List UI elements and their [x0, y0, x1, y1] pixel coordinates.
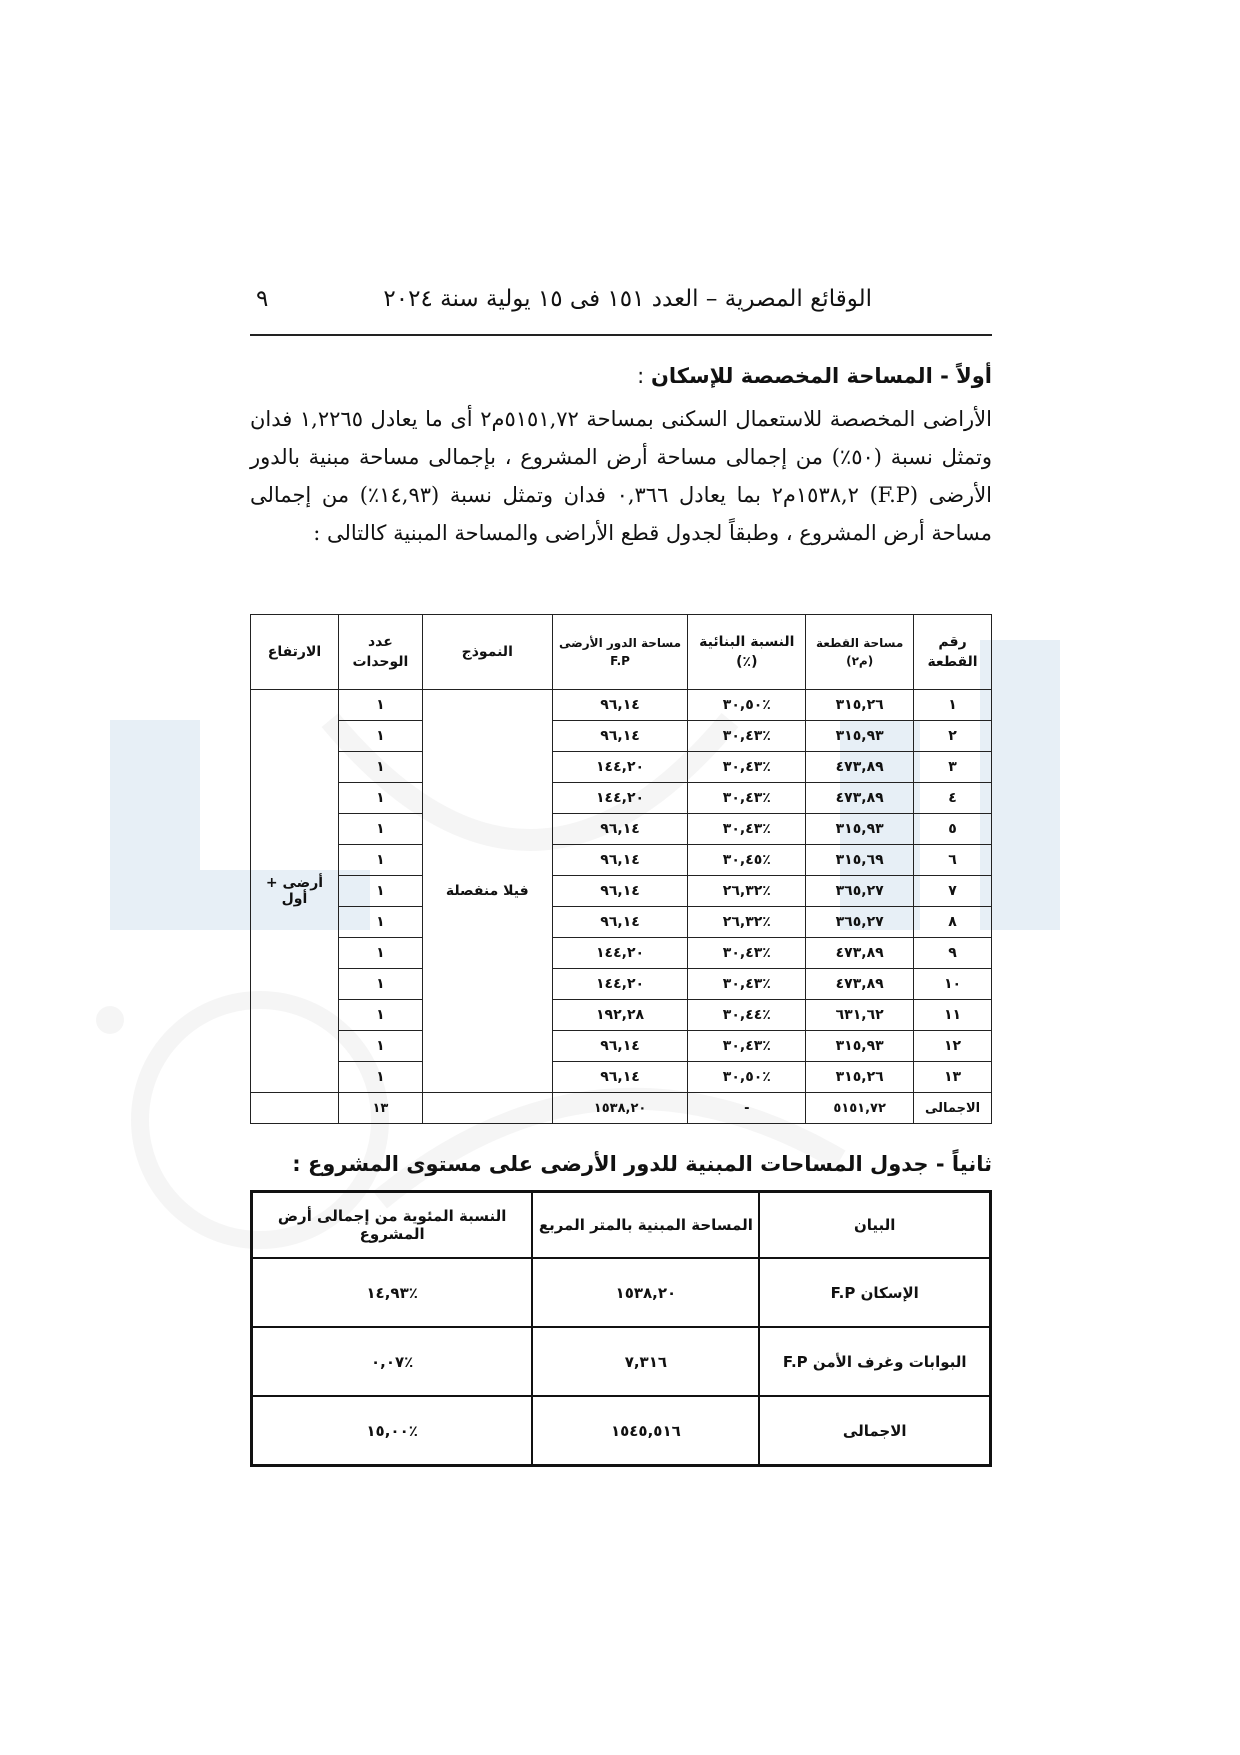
- cell-units: ١: [338, 690, 422, 721]
- cell-fp: ١٤٤,٢٠: [552, 969, 688, 1000]
- cell-units: ١: [338, 969, 422, 1000]
- cell-item: الإسكان F.P: [759, 1258, 990, 1327]
- cell-fp: ١٤٤,٢٠: [552, 783, 688, 814]
- cell-total-units: ١٣: [338, 1093, 422, 1124]
- cell-fp: ٩٦,١٤: [552, 721, 688, 752]
- cell-total-ratio: -: [688, 1093, 806, 1124]
- table-total-row: [251, 1093, 992, 1124]
- cell-model: فيلا منفصلة: [422, 690, 552, 1093]
- table-row: [251, 1031, 992, 1062]
- col-percent: النسبة المئوية من إجمالى أرض المشروع: [252, 1192, 533, 1259]
- cell-total-height: [251, 1093, 339, 1124]
- section1-paragraph: الأراضى المخصصة للاستعمال السكنى بمساحة ٥١٥١,٧٢م٢ أى ما يعادل ١,٢٢٦٥ فدان وتمثل نسبة (٥٠٪) من إجمالى مساحة أرض المشروع ، بإجمالى مساحة مبنية بالدور الأرضى (F.P) ١٥٣٨,٢م٢ بما يعادل ٠,٣٦٦ فدان وتمثل نسبة (١٤,٩٣٪) من إجمالى مساحة أرض المشروع ، وطبقاً لجدول قطع الأراضى والمساحة المبنية كالتالى :: [250, 407, 993, 545]
- table-row: [252, 1396, 991, 1466]
- cell-fp: ٩٦,١٤: [552, 845, 688, 876]
- cell-plot-area: ٣١٥,٦٩: [806, 845, 914, 876]
- cell-coverage: ٪٣٠,٤٥: [688, 845, 806, 876]
- cell-units: ١: [338, 876, 422, 907]
- col-units: عدد الوحدات: [338, 615, 422, 690]
- cell-plot-area: ٣١٥,٩٣: [806, 1031, 914, 1062]
- cell-coverage: ٪٣٠,٤٣: [688, 721, 806, 752]
- cell-fp: ٩٦,١٤: [552, 1031, 688, 1062]
- col-height: الارتفاع: [251, 615, 339, 690]
- section1-heading: [637, 364, 992, 388]
- table-row: [251, 938, 992, 969]
- cell-plot-area: ٣١٥,٢٦: [806, 690, 914, 721]
- cell-coverage: ٪٣٠,٤٣: [688, 783, 806, 814]
- table-row: [252, 1327, 991, 1396]
- cell-coverage: ٪٣٠,٤٣: [688, 1031, 806, 1062]
- cell-units: ١: [338, 907, 422, 938]
- cell-units: ١: [338, 845, 422, 876]
- table-row: [251, 721, 992, 752]
- cell-plot-no: ٥: [914, 814, 992, 845]
- cell-plot-no: ١١: [914, 1000, 992, 1031]
- cell-plot-area: ٤٧٣,٨٩: [806, 783, 914, 814]
- table-row: [251, 1000, 992, 1031]
- cell-percent: ٪١٥,٠٠: [252, 1396, 533, 1466]
- table-row: [251, 752, 992, 783]
- cell-built-area: ١٥٣٨,٢٠: [532, 1258, 759, 1327]
- cell-total-area: ٥١٥١,٧٢: [806, 1093, 914, 1124]
- col-built-area: المساحة المبنية بالمتر المربع: [532, 1192, 759, 1259]
- plots-table: [250, 614, 992, 1124]
- watermark-shape: [96, 1006, 124, 1034]
- cell-plot-area: ٦٣١,٦٢: [806, 1000, 914, 1031]
- cell-units: ١: [338, 1062, 422, 1093]
- page-number: ٩: [256, 286, 269, 312]
- cell-plot-area: ٣١٥,٩٣: [806, 814, 914, 845]
- cell-fp: ٩٦,١٤: [552, 907, 688, 938]
- cell-coverage: ٪٣٠,٤٣: [688, 938, 806, 969]
- cell-plot-area: ٤٧٣,٨٩: [806, 752, 914, 783]
- cell-plot-area: ٣٦٥,٢٧: [806, 876, 914, 907]
- cell-coverage: ٪٢٦,٣٢: [688, 907, 806, 938]
- col-plot-area: مساحة القطعة (م٢): [806, 615, 914, 690]
- cell-coverage: ٪٣٠,٤٤: [688, 1000, 806, 1031]
- col-model: النموذج: [422, 615, 552, 690]
- cell-fp: ١٤٤,٢٠: [552, 752, 688, 783]
- cell-plot-no: ١٠: [914, 969, 992, 1000]
- cell-total-model: [422, 1093, 552, 1124]
- built-areas-table: [250, 1190, 992, 1467]
- col-fp: مساحة الدور الأرضى F.P: [552, 615, 688, 690]
- col-item: البيان: [759, 1192, 990, 1259]
- cell-plot-area: ٤٧٣,٨٩: [806, 938, 914, 969]
- cell-fp: ٩٦,١٤: [552, 1062, 688, 1093]
- cell-plot-no: ١٢: [914, 1031, 992, 1062]
- cell-plot-area: ٣٦٥,٢٧: [806, 907, 914, 938]
- col-coverage: النسبة البنائية (٪): [688, 615, 806, 690]
- watermark-shape: [110, 720, 200, 920]
- cell-coverage: ٪٣٠,٤٣: [688, 814, 806, 845]
- cell-coverage: ٪٢٦,٣٢: [688, 876, 806, 907]
- table-header-row: [251, 615, 992, 690]
- cell-units: ١: [338, 1031, 422, 1062]
- cell-plot-no: ١٣: [914, 1062, 992, 1093]
- table-row: [251, 1062, 992, 1093]
- cell-coverage: ٪٣٠,٥٠: [688, 1062, 806, 1093]
- cell-total-label: الاجمالى: [914, 1093, 992, 1124]
- cell-plot-no: ١: [914, 690, 992, 721]
- cell-units: ١: [338, 752, 422, 783]
- cell-total-fp: ١٥٣٨,٢٠: [552, 1093, 688, 1124]
- cell-units: ١: [338, 721, 422, 752]
- cell-item: البوابات وغرف الأمن F.P: [759, 1327, 990, 1396]
- cell-plot-no: ٣: [914, 752, 992, 783]
- header-divider: [250, 334, 992, 336]
- cell-units: ١: [338, 938, 422, 969]
- cell-fp: ١٤٤,٢٠: [552, 938, 688, 969]
- section1-heading-text: أولاً - المساحة المخصصة للإسكان: [650, 364, 992, 388]
- table-row: [251, 814, 992, 845]
- table-row: [251, 907, 992, 938]
- table-header-row: [252, 1192, 991, 1259]
- cell-units: ١: [338, 814, 422, 845]
- cell-coverage: ٪٣٠,٤٣: [688, 752, 806, 783]
- header-title: الوقائع المصرية – العدد ١٥١ فى ١٥ يولية سنة ٢٠٢٤: [383, 286, 872, 312]
- cell-plot-no: ٦: [914, 845, 992, 876]
- table-row: [251, 969, 992, 1000]
- cell-height: أرضى + أول: [251, 690, 339, 1093]
- cell-fp: ١٩٢,٢٨: [552, 1000, 688, 1031]
- cell-plot-no: ٢: [914, 721, 992, 752]
- cell-units: ١: [338, 1000, 422, 1031]
- cell-plot-area: ٣١٥,٢٦: [806, 1062, 914, 1093]
- cell-percent: ٪١٤,٩٣: [252, 1258, 533, 1327]
- cell-item: الاجمالى: [759, 1396, 990, 1466]
- table-row: [251, 783, 992, 814]
- section1-heading-suffix: :: [637, 364, 651, 388]
- cell-fp: ٩٦,١٤: [552, 876, 688, 907]
- cell-built-area: ٧,٣١٦: [532, 1327, 759, 1396]
- table-row: [251, 845, 992, 876]
- section2-heading: ثانياً - جدول المساحات المبنية للدور الأرضى على مستوى المشروع :: [292, 1152, 992, 1176]
- col-plot-no: رقم القطعة: [914, 615, 992, 690]
- cell-fp: ٩٦,١٤: [552, 690, 688, 721]
- cell-coverage: ٪٣٠,٥٠: [688, 690, 806, 721]
- cell-fp: ٩٦,١٤: [552, 814, 688, 845]
- cell-built-area: ١٥٤٥,٥١٦: [532, 1396, 759, 1466]
- cell-plot-no: ٤: [914, 783, 992, 814]
- cell-plot-no: ٩: [914, 938, 992, 969]
- cell-units: ١: [338, 783, 422, 814]
- watermark-shape: [980, 640, 1060, 930]
- cell-plot-no: ٨: [914, 907, 992, 938]
- cell-plot-area: ٣١٥,٩٣: [806, 721, 914, 752]
- cell-plot-no: ٧: [914, 876, 992, 907]
- table-row: [251, 876, 992, 907]
- cell-coverage: ٪٣٠,٤٣: [688, 969, 806, 1000]
- cell-percent: ٪٠,٠٧: [252, 1327, 533, 1396]
- table-row: [251, 690, 992, 721]
- page-header: [250, 282, 992, 332]
- table-row: [252, 1258, 991, 1327]
- cell-plot-area: ٤٧٣,٨٩: [806, 969, 914, 1000]
